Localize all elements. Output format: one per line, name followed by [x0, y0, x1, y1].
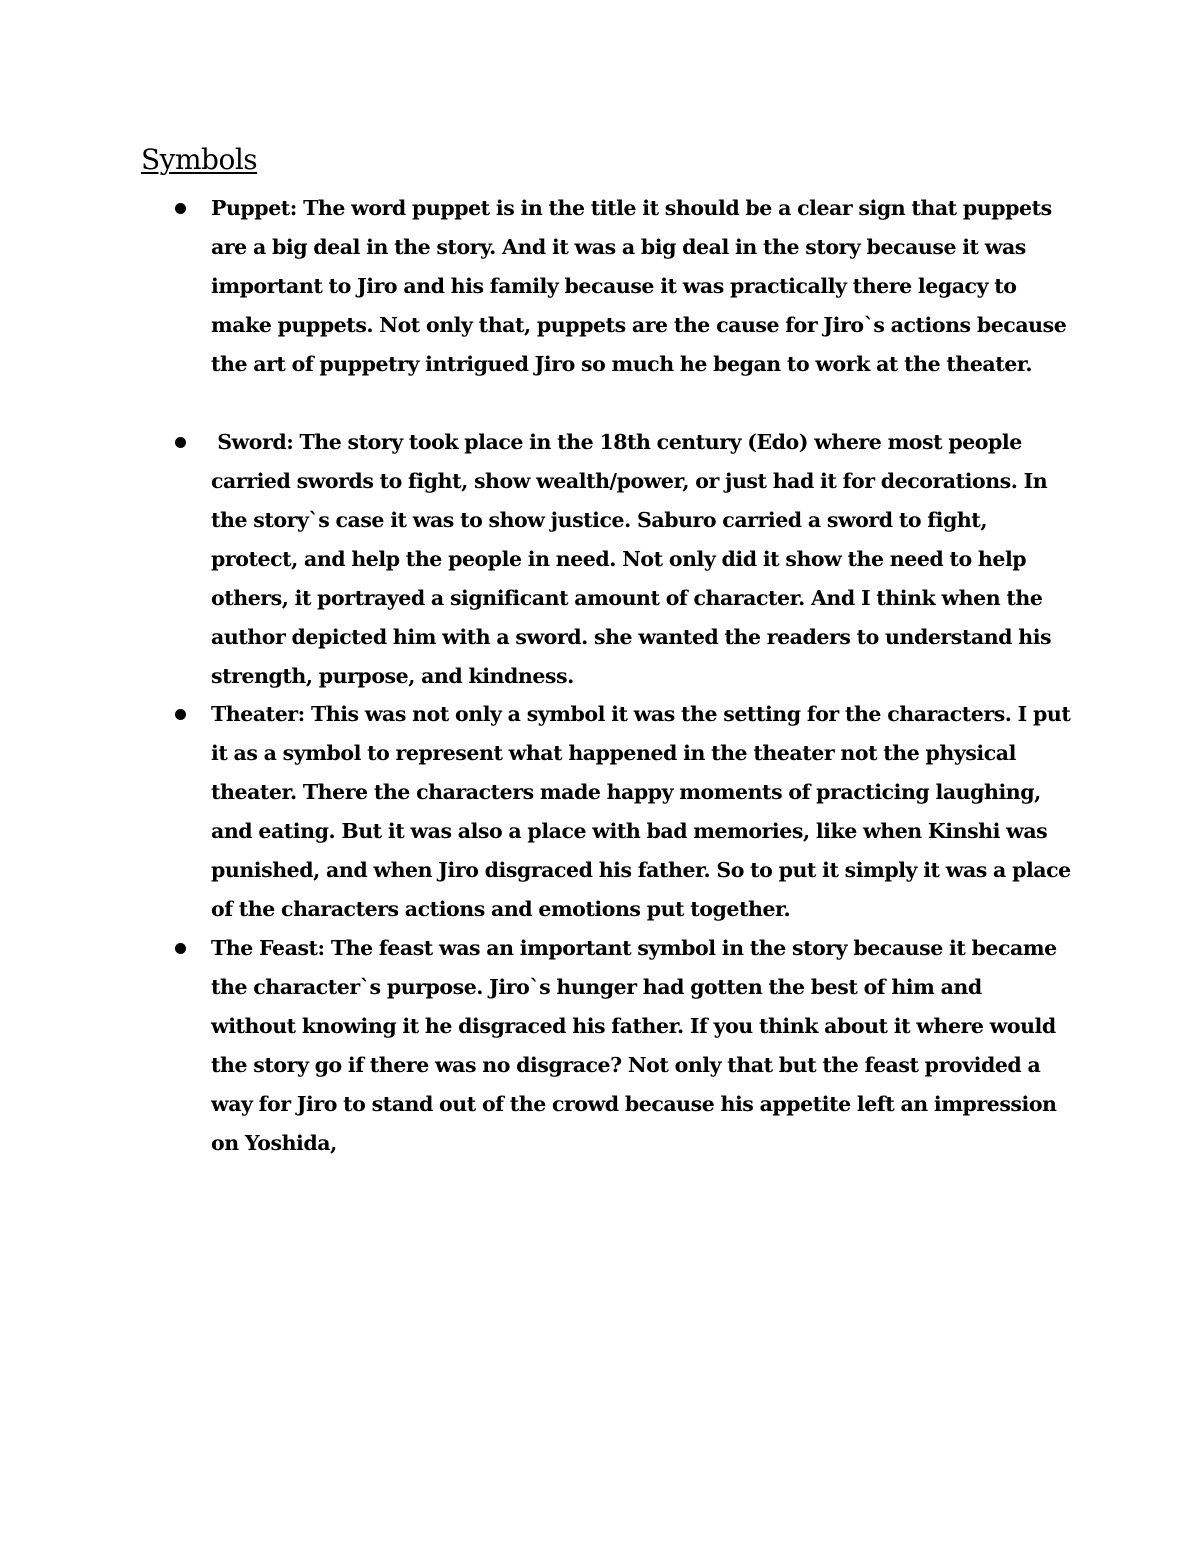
- bullet-icon: [175, 437, 186, 448]
- list-item-text: Puppet: The word puppet is in the title it should be a clear sign that puppets are a big deal in the story. And it was a big deal in the story because it was important to Jiro and his family because it was practically there legacy to make puppets. Not only that, puppets are the cause for Jiro`s actions because the art of puppetry intrigued Jiro so much he began to work at the theater.: [211, 196, 1067, 376]
- bullet-icon: [175, 943, 186, 954]
- bullet-icon: [175, 203, 186, 214]
- section-heading: Symbols: [141, 143, 258, 176]
- list-item-text: Theater: This was not only a symbol it was the setting for the characters. I put it as a symbol to represent what happened in the theater not the physical theater. There the characters made happy moments of practicing laughing, and eating. But it was also a place with bad memories, like when Kinshi was punished, and when Jiro disgraced his father. So to put it simply it was a place of the characters actions and emotions put together.: [211, 702, 1071, 921]
- list-item-text: Sword: The story took place in the 18th century (Edo) where most people carried swords to fight, show wealth/power, or just had it for decorations. In the story`s case it was to show justice. Saburo carried a sword to fight, protect, and help the people in need. Not only did it show the need to help others, it portrayed a significant amount of character. And I think when the author depicted him with a sword. she wanted the readers to understand his strength, purpose, and kindness.: [211, 430, 1058, 688]
- bullet-icon: [175, 709, 186, 720]
- list-item-text: The Feast: The feast was an important symbol in the story because it became the character`s purpose. Jiro`s hunger had gotten the best of him and without knowing it he disgraced his father. If you think about it where would the story go if there was no disgrace? Not only that but the feast provided a way for Jiro to stand out of the crowd because his appetite left an impression on Yoshida,: [211, 936, 1057, 1155]
